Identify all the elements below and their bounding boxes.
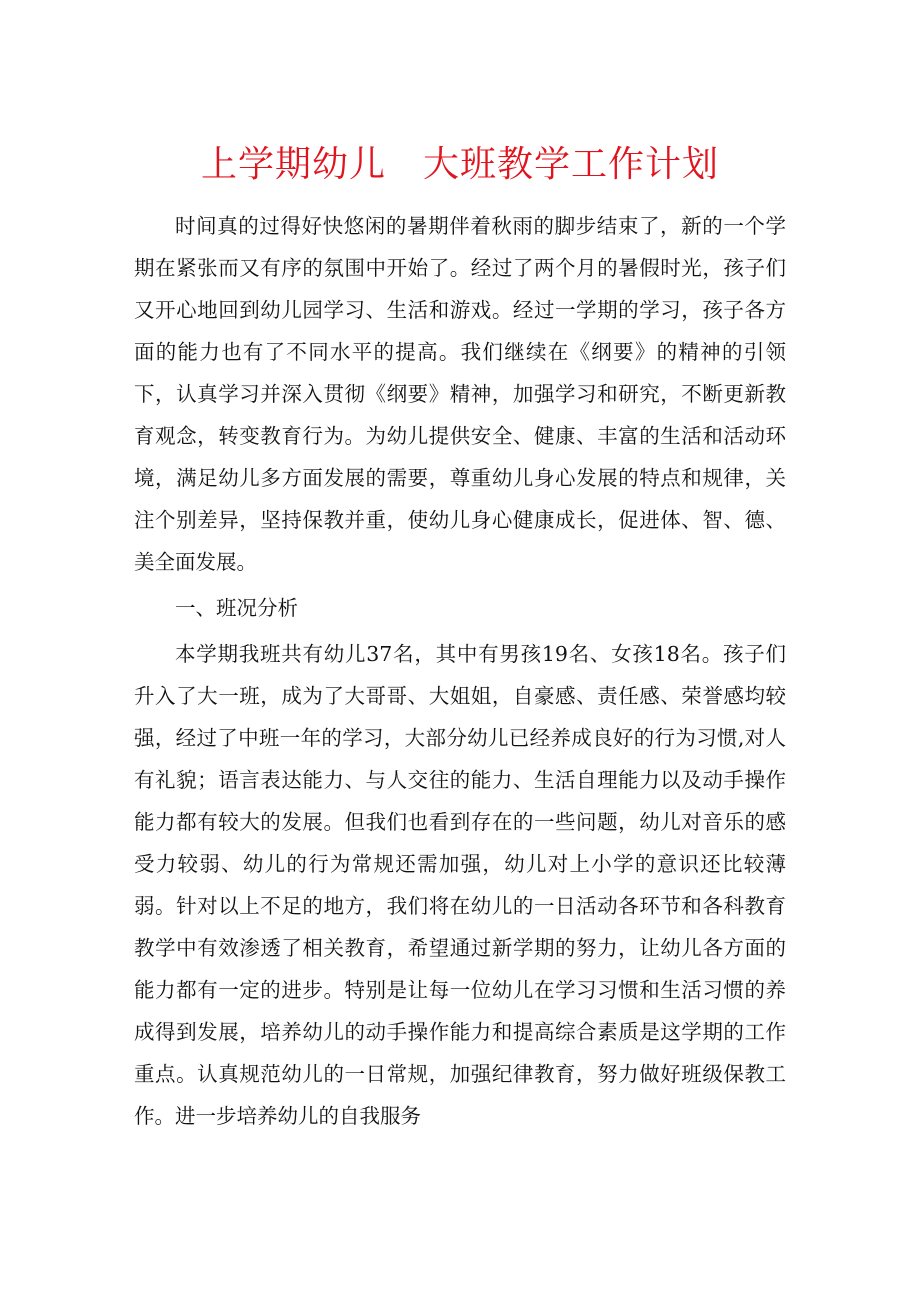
intro-paragraph: 时间真的过得好快悠闲的暑期伴着秋雨的脚步结束了，新的一个学期在紧张而又有序的氛围中开始了。经过了两个月的暑假时光，孩子们又开心地回到幼儿园学习、生活和游戏。经过一学期的学习，孩子各方面的能力也有了不同水平的提高。我们继续在《纲要》的精神的引领下，认真学习并深入贯彻《纲要》精神，加强学习和研究，不断更新教育观念，转变教育行为。为幼儿提供安全、健康、丰富的生活和活动环境，满足幼儿多方面发展的需要，尊重幼儿身心发展的特点和规律，关注个别差异，坚持保教并重，使幼儿身心健康成长，促进体、智、德、美全面发展。 [134,214,786,574]
document-title: 上学期幼儿 大班教学工作计划 [200,144,719,185]
document-body [134,205,786,1137]
section-heading-class-analysis: 一、班况分析 [175,596,298,620]
class-analysis-paragraph: 本学期我班共有幼儿37名，其中有男孩19名、女孩18名。孩子们升入了大一班，成为了大哥哥、大姐姐，自豪感、责任感、荣誉感均较强，经过了中班一年的学习，大部分幼儿已经养成良好的行为习惯,对人有礼貌；语言表达能力、与人交往的能力、生活自理能力以及动手操作能力都有较大的发展。但我们也看到存在的一些问题，幼儿对音乐的感受力较弱、幼儿的行为常规还需加强，幼儿对上小学的意识还比较薄弱。针对以上不足的地方，我们将在幼儿的一日活动各环节和各科教育教学中有效渗透了相关教育，希望通过新学期的努力，让幼儿各方面的能力都有一定的进步。特别是让每一位幼儿在学习习惯和生活习惯的养成得到发展，培养幼儿的动手操作能力和提高综合素质是这学期的工作重点。认真规范幼儿的一日常规，加强纪律教育，努力做好班级保教工作。进一步培养幼儿的自我服务 [134,642,786,1128]
